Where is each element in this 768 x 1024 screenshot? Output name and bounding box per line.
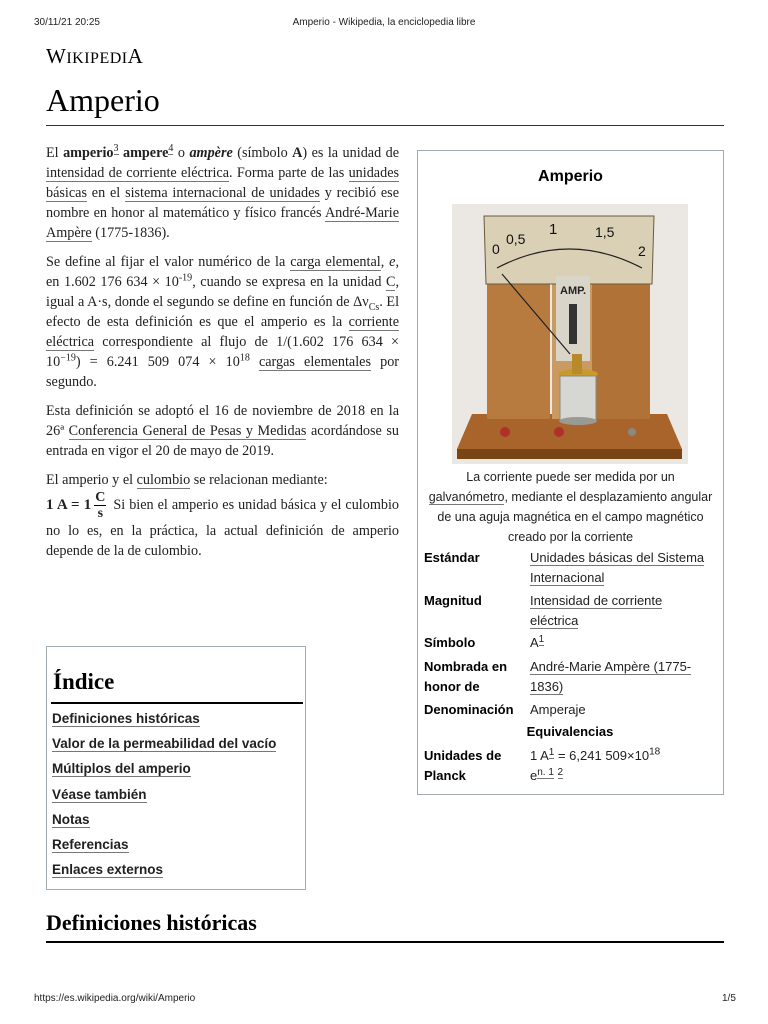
link-corriente-electrica[interactable]: corriente eléctrica [46,314,399,350]
svg-text:1,5: 1,5 [595,224,615,240]
ammeter-photo[interactable] [452,204,688,464]
infobox-label-simbolo: Símbolo [424,635,476,650]
link-cargas-elementales[interactable]: cargas elementales [258,354,371,370]
svg-text:2: 2 [638,243,646,259]
paragraph-adoption: Esta definición se adoptó el 16 de noviembre de 2018 en la 26ª Conferencia General de Pesas y Medidas acordándose su entrada en vigor el 20 de mayo de 2019. [46,403,399,459]
formula: 1 A = 1 [46,496,92,513]
link-intensidad[interactable]: intensidad de corriente eléctrica [46,165,230,181]
infobox-value-denominacion: Amperaje [530,702,586,717]
infobox-title: Amperio [538,168,603,185]
toc-item[interactable]: Enlaces externos [52,862,164,878]
wikipedia-logo[interactable]: WIKIPEDIA [46,44,144,68]
paragraph-culombio: El amperio y el culombio se relacionan mediante: 1 A = 1 $\frac{C}{s}$ Si bien el amperio es unidad básica y el culombio no lo es, en la práctica, la actual definición de amperio depende de la de culombio. [46,472,399,559]
infobox-value-estandar[interactable]: Unidades básicas del Sistema Internacional [530,550,705,585]
toc-item[interactable]: Múltiplos del amperio [52,761,191,777]
infobox-value-nombrada[interactable]: André-Marie Ampère (1775-1836) [530,659,692,694]
print-url: https://es.wikipedia.org/wiki/Amperio [34,993,196,1004]
toc-item[interactable]: Referencias [52,836,129,852]
page-title: Amperio [46,82,160,118]
link-unidades-basicas[interactable]: unidades básicas [46,165,400,201]
link-ampere[interactable]: André-Marie Ampère [46,205,399,241]
paragraph-intro: El amperio$^3$ ampere$^4$ o ampère (símbolo A) es la unidad de intensidad de corriente eléctrica. Forma parte de las unidades básicas en el sistema internacional de unidades y recibió ese nombre en honor al matemático y físico francés André-Marie Ampère (1775-1836). [46,143,400,241]
article-body [46,143,399,570]
svg-text:AMP.: AMP. [560,285,587,297]
title-divider [46,125,724,126]
link-carga-elemental[interactable]: carga elemental [290,254,381,270]
ref-link[interactable]: 1 [538,633,545,645]
infobox-label-estandar: Estándar [424,550,480,565]
infobox-label-magnitud: Magnitud [424,593,482,608]
print-page-number: 1/5 [722,993,736,1004]
ref-link[interactable]: 2 [557,766,564,778]
link-sistema-internacional[interactable]: sistema internacional de unidades [125,185,320,201]
toc-divider [51,702,303,704]
infobox-caption: La corriente puede ser medida por un galvanómetro, mediante el desplazamiento angular de una aguja magnética en el campo magnético creado por la corriente [428,470,713,544]
toc-item[interactable]: Definiciones históricas [52,711,200,726]
print-datetime: 30/11/21 20:25 [34,17,100,28]
link-galvanometro[interactable]: galvanómetro [428,490,505,504]
infobox-value-simbolo: $A^1$ [530,633,545,650]
ref-link[interactable]: 4 [168,143,174,155]
link-culombio-c[interactable]: C [385,274,396,290]
section-divider [46,941,724,943]
svg-text:1: 1 [549,221,558,238]
ref-link[interactable]: 3 [113,143,119,155]
toc-title: Índice [53,669,115,694]
infobox-label-planck: Unidades de Planck [424,748,502,783]
link-culombio[interactable]: culombio [136,472,191,488]
formula-fraction: $\frac{C}{s}$ [95,490,106,521]
infobox-equivalencias-header: Equivalencias [526,724,614,739]
toc-item[interactable]: Véase también [52,786,147,802]
toc-item[interactable]: Valor de la permeabilidad del vacío [52,736,277,752]
section-heading: Definiciones históricas [46,910,257,935]
ref-link[interactable]: 1 [548,746,555,758]
toc-item[interactable]: Notas [52,811,90,827]
link-cgpm[interactable]: Conferencia General de Pesas y Medidas [68,423,307,439]
print-page-title: Amperio - Wikipedia, la enciclopedia libre [292,17,476,28]
infobox-label-denominacion: Denominación [424,702,514,717]
svg-text:0: 0 [492,241,500,257]
paragraph-definition: Se define al fijar el valor numérico de la carga elemental, e, en 1.602 176 $634 \times 10^{-19}$, cuando se expresa en la unidad C, igual a A·s, donde el segundo se define en función de $\Delta\nu_{Cs}$. El efecto de esta definición es que el amperio es la corriente eléctrica correspondiente al flujo de 1/(1.602 176 $634 \times 10^{-19}) = 6.241$ 509 $074 \times 10^{18}$ cargas elementales por segundo. [46,254,400,390]
note-link[interactable]: n. 1 [537,766,554,778]
infobox-value-magnitud[interactable]: Intensidad de corriente eléctrica [530,593,663,628]
table-of-contents [46,646,306,890]
svg-text:0,5: 0,5 [506,231,526,247]
infobox-value-planck: 1 $A^1 = 6,241$ $509\times 10^{18}$ $e^{n. 1}$ $^2$ [530,746,661,783]
infobox-label-nombrada: Nombrada en honor de [424,659,508,694]
